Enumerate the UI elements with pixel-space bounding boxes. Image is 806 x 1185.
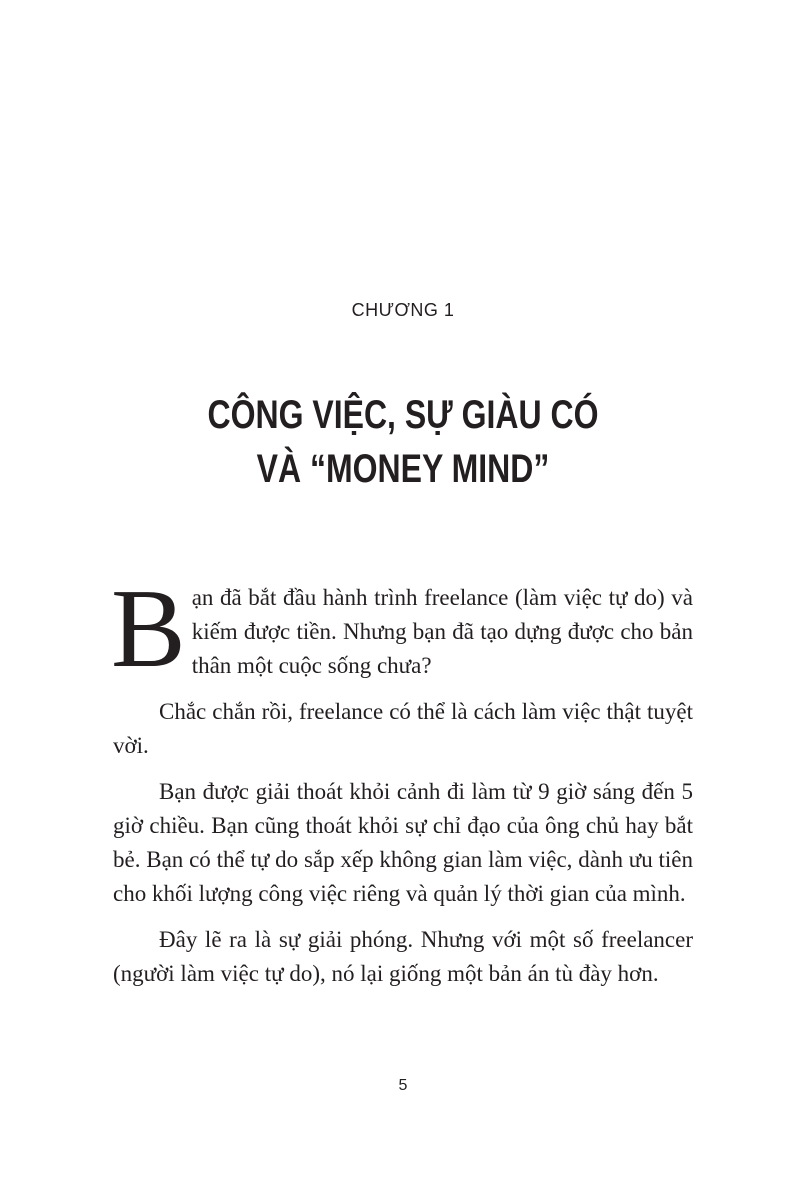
chapter-label: CHƯƠNG 1	[351, 300, 455, 320]
drop-cap: B	[111, 567, 186, 691]
paragraph-1	[111, 567, 693, 691]
chapter-title-line-1: CÔNG VIỆC, SỰ GIÀU CÓ	[207, 393, 599, 437]
paragraph-3: Bạn được giải thoát khỏi cảnh đi làm từ 9 giờ sáng đến 5 giờ chiều. Bạn cũng thoát khỏi sự chỉ đạo của ông chủ hay bắt bẻ. Bạn có thể tự do sắp xếp không gian làm việc, dành ưu tiên cho khối lượng công việc riêng và quản lý thời gian của mình.	[113, 779, 693, 906]
chapter-title	[81, 388, 726, 496]
paragraph-2: Chắc chắn rồi, freelance có thể là cách làm việc thật tuyệt vời.	[113, 699, 693, 758]
paragraph-4: Đây lẽ ra là sự giải phóng. Nhưng với một số freelancer (người làm việc tự do), nó lại giống một bản án tù đày hơn.	[113, 927, 693, 986]
chapter-title-line-2: VÀ “MONEY MIND”	[256, 447, 550, 491]
page-number: 5	[398, 1077, 408, 1094]
chapter-body	[111, 567, 693, 1003]
paragraph-1-text: ạn đã bắt đầu hành trình freelance (làm việc tự do) và kiếm được tiền. Nhưng bạn đã tạo dựng được cho bản thân một cuộc sống chưa?	[191, 585, 693, 678]
